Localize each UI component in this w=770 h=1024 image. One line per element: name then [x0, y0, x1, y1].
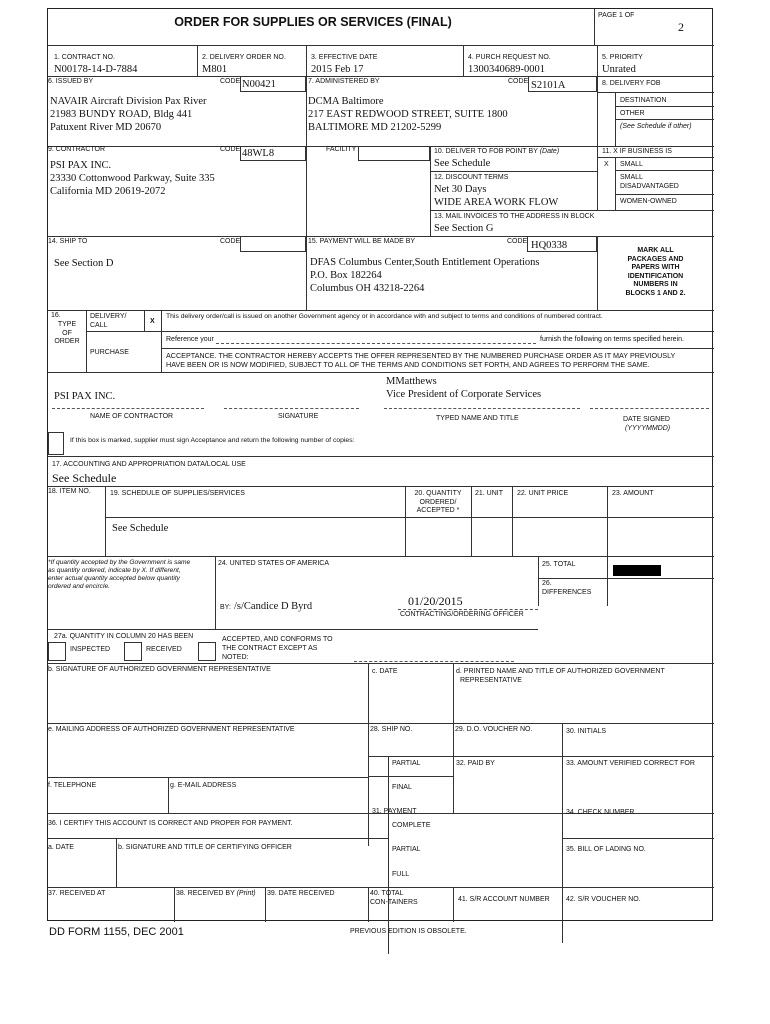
accepted-label-cont: NOTED: [222, 654, 249, 661]
contractor-code: 48WL8 [242, 148, 275, 159]
footnote-line: as quantity ordered, indicate by X. If different, [48, 567, 181, 574]
divider [368, 887, 388, 888]
divider [161, 310, 162, 332]
administered-by-label: 7. ADMINISTERED BY [308, 78, 380, 85]
contract-no-value: N00178-14-D-7884 [54, 64, 138, 75]
inspected-label: INSPECTED [70, 646, 111, 653]
effective-date-label: 3. EFFECTIVE DATE [311, 54, 378, 61]
typed-name-line [384, 408, 580, 409]
divider [48, 777, 368, 778]
small-business-option: SMALL [620, 161, 643, 168]
issued-by-line: 21983 BUNDY ROAD, Bldg 441 [50, 109, 193, 120]
check-number-label: 34. CHECK NUMBER [566, 809, 635, 816]
sr-account-number-label: 41. S/R ACCOUNT NUMBER [458, 896, 550, 903]
divider [48, 45, 714, 46]
quantity-col20-label: 27a. QUANTITY IN COLUMN 20 HAS BEEN [54, 633, 194, 640]
divider [48, 76, 714, 77]
divider [597, 45, 598, 76]
fob-other-option[interactable]: OTHER [620, 110, 645, 117]
divider [615, 157, 616, 210]
noted-line[interactable] [354, 661, 514, 662]
ship-to-code-box [240, 236, 306, 252]
total-containers-label: 40. TOTAL [370, 890, 404, 897]
deliver-to-fob-label-text: 10. DELIVER TO FOB POINT BY [434, 148, 538, 155]
amount-header: 23. AMOUNT [612, 490, 654, 497]
payment-full-option[interactable]: FULL [392, 871, 410, 878]
sr-voucher-no-label: 42. S/R VOUCHER NO. [566, 896, 641, 903]
divider [48, 372, 714, 373]
issued-by-code-label: CODE [220, 78, 241, 85]
payment-by-line: P.O. Box 182264 [310, 270, 382, 281]
fob-other-note: (See Schedule if other) [620, 123, 692, 130]
received-label: RECEIVED [146, 646, 182, 653]
divider [86, 310, 87, 372]
divider [105, 517, 714, 518]
deliver-to-fob-value: See Schedule [434, 158, 491, 169]
small-disadvantaged-option-cont: DISADVANTAGED [620, 183, 679, 190]
divider [48, 310, 714, 311]
ship-partial-option[interactable]: PARTIAL [392, 760, 421, 767]
delivery-order-no-label: 2. DELIVERY ORDER NO. [202, 54, 286, 61]
certify-label: 36. I CERTIFY THIS ACCOUNT IS CORRECT AND PROPER FOR PAYMENT. [48, 820, 293, 827]
divider [48, 236, 714, 237]
mark-all-line: BLOCKS 1 AND 2. [625, 289, 686, 297]
contractor-name-value: PSI PAX INC. [54, 391, 116, 402]
name-of-contractor-label: NAME OF CONTRACTOR [90, 413, 174, 420]
divider [388, 887, 714, 888]
email-label: g. E-MAIL ADDRESS [170, 782, 237, 789]
delivery-call-label-cont: CALL [90, 322, 108, 329]
form-title: ORDER FOR SUPPLIES OR SERVICES (FINAL) [174, 15, 452, 29]
type-of-order-line: ORDER [54, 338, 80, 345]
acceptance-checkbox[interactable] [48, 432, 64, 455]
payment-complete-option[interactable]: COMPLETE [392, 822, 431, 829]
divider [538, 578, 714, 579]
signer-title-value: Vice President of Corporate Services [386, 389, 542, 400]
divider [615, 119, 714, 120]
contracting-officer-signature: /s/Candice D Byrd [234, 601, 313, 612]
purch-request-no-label: 4. PURCH REQUEST NO. [468, 54, 551, 61]
administered-by-line: 217 EAST REDWOOD STREET, SUITE 1800 [308, 109, 508, 120]
previous-edition-note: PREVIOUS EDITION IS OBSOLETE. [350, 928, 467, 935]
date-signed-format: (YYYYMMDD) [625, 425, 671, 432]
divider [161, 331, 162, 372]
ship-final-option[interactable]: FINAL [392, 784, 412, 791]
women-owned-option: WOMEN-OWNED [620, 198, 677, 205]
divider [48, 838, 388, 839]
ship-to-value: See Section D [54, 258, 114, 269]
divider [368, 776, 453, 777]
footnote-line: enter actual quantity accepted below quantity [48, 575, 180, 582]
divider [306, 76, 307, 146]
ship-no-label: 28. SHIP NO. [370, 726, 413, 733]
inspected-checkbox[interactable] [48, 642, 66, 661]
paid-by-label: 32. PAID BY [456, 760, 495, 767]
gov-rep-mailing-label: e. MAILING ADDRESS OF AUTHORIZED GOVERNMENT REPRESENTATIVE [48, 726, 295, 733]
purch-request-no-value: 1300340689-0001 [468, 64, 545, 75]
divider [197, 45, 198, 76]
administered-by-code-label: CODE [508, 78, 529, 85]
deliver-to-fob-label [434, 148, 559, 157]
do-voucher-label: 29. D.O. VOUCHER NO. [455, 726, 533, 733]
business-type-label: 11. X IF BUSINESS IS [602, 148, 672, 155]
fob-destination-option[interactable]: DESTINATION [620, 97, 667, 104]
date-signed-line[interactable] [590, 408, 709, 409]
divider [388, 756, 389, 954]
priority-value: Unrated [602, 64, 636, 75]
divider [615, 170, 714, 171]
received-by-label [176, 890, 256, 899]
schedule-header: 19. SCHEDULE OF SUPPLIES/SERVICES [110, 490, 245, 497]
page-total: 2 [678, 20, 684, 34]
divider [538, 556, 539, 606]
signature-label: SIGNATURE [278, 413, 319, 420]
amount-verified-label: 33. AMOUNT VERIFIED CORRECT FOR [566, 760, 695, 767]
administered-by-line: DCMA Baltimore [308, 96, 384, 107]
received-checkbox[interactable] [124, 642, 142, 661]
order-form [47, 8, 713, 921]
mark-all-line: PACKAGES AND [627, 255, 684, 263]
total-label: 25. TOTAL [542, 561, 576, 568]
signature-line[interactable] [224, 408, 359, 409]
divider [306, 45, 307, 76]
divider [512, 486, 513, 556]
contracting-officer-label: CONTRACTING/ORDERING OFFICER [400, 611, 524, 618]
mail-invoices-value: See Section G [434, 223, 494, 234]
issued-by-line: NAVAIR Aircraft Division Pax River [50, 96, 207, 107]
contractor-line: California MD 20619-2072 [50, 186, 166, 197]
effective-date-value: 2015 Feb 17 [311, 64, 364, 75]
small-business-check-mark[interactable]: X [604, 161, 609, 168]
unit-price-header: 22. UNIT PRICE [517, 490, 569, 497]
received-by-label-text: 38. RECEIVED BY [176, 890, 235, 897]
divider [174, 887, 175, 922]
divider [105, 486, 106, 556]
divider [48, 456, 714, 457]
quantity-header-line: 20. QUANTITY [414, 490, 462, 497]
by-label: BY: [220, 604, 231, 611]
type-of-order-line: OF [62, 329, 72, 337]
reference-your-label: Reference your [166, 336, 214, 343]
divider [368, 663, 369, 846]
administered-by-code: S2101A [531, 80, 566, 91]
mark-all-line: MARK ALL [637, 247, 674, 254]
ship-to-code-label: CODE [220, 238, 241, 245]
divider [430, 146, 431, 236]
divider [615, 194, 714, 195]
divider [594, 9, 595, 45]
payment-by-line: DFAS Columbus Center,South Entitlement Operations [310, 257, 540, 268]
divider [615, 106, 714, 107]
divider [597, 76, 598, 146]
type-of-order-line: TYPE [57, 321, 77, 328]
schedule-row-value: See Schedule [112, 523, 169, 534]
issued-by-line: Patuxent River MD 20670 [50, 122, 162, 133]
type-of-order-number: 16. [51, 312, 61, 319]
divider [48, 887, 388, 888]
differences-label: 26. [542, 580, 552, 587]
contractor-label: 9. CONTRACTOR [48, 146, 106, 153]
usa-label: 24. UNITED STATES OF AMERICA [218, 560, 329, 567]
certify-date-label: a. DATE [48, 844, 74, 851]
form-id: DD FORM 1155, DEC 2001 [49, 926, 184, 938]
divider [471, 486, 472, 556]
divider [607, 556, 608, 606]
quantity-header-line: ACCEPTED * [416, 507, 460, 514]
gov-rep-signature-label: b. SIGNATURE OF AUTHORIZED GOVERNMENT REPRESENTATIVE [48, 666, 271, 673]
footnote-line: ordered and encircle. [48, 583, 110, 590]
divider [430, 210, 714, 211]
administered-by-line: BALTIMORE MD 21202-5299 [308, 122, 442, 133]
payment-by-code: HQ0338 [531, 240, 568, 251]
contract-no-label: 1. CONTRACT NO. [54, 54, 115, 61]
priority-label: 5. PRIORITY [602, 54, 643, 61]
officer-line [398, 609, 538, 610]
divider [48, 629, 538, 630]
accounting-data-label: 17. ACCOUNTING AND APPROPRIATION DATA/LOCAL USE [52, 461, 246, 468]
accounting-data-value: See Schedule [52, 471, 117, 485]
divider [168, 777, 169, 813]
facility-box [358, 146, 430, 161]
ship-to-label: 14. SHIP TO [48, 238, 88, 245]
gov-rep-printed-name-label: d. PRINTED NAME AND TITLE OF AUTHORIZED GOVERNMENT [456, 668, 665, 675]
facility-label: FACILITY [326, 146, 357, 153]
issued-by-label: 6. ISSUED BY [48, 78, 94, 85]
accepted-label-cont: THE CONTRACT EXCEPT AS [222, 645, 318, 652]
mark-all-line: PAPERS WITH [631, 264, 680, 271]
mark-all-line: NUMBERS IN [633, 281, 678, 288]
divider [430, 171, 597, 172]
contractor-name-line [52, 408, 204, 409]
payment-partial-option[interactable]: PARTIAL [392, 846, 421, 853]
footnote-line: *If quantity accepted by the Government is same [48, 559, 191, 566]
furnish-text: furnish the following on terms specified herein. [540, 336, 684, 343]
type-of-order-label [48, 321, 86, 347]
date-received-label: 39. DATE RECEIVED [267, 890, 335, 897]
delivery-fob-label: 8. DELIVERY FOB [602, 80, 661, 87]
divider [265, 887, 266, 922]
payment-by-label: 15. PAYMENT WILL BE MADE BY [308, 238, 416, 245]
divider [453, 723, 454, 813]
acceptance-checkbox-text: If this box is marked, supplier must sign Acceptance and return the following number of copies: [70, 437, 355, 444]
certifying-officer-label: b. SIGNATURE AND TITLE OF CERTIFYING OFFICER [118, 844, 292, 851]
received-by-print-hint: (Print) [236, 890, 256, 897]
divider [453, 663, 454, 723]
acceptance-text: ACCEPTANCE. THE CONTRACTOR HEREBY ACCEPTS THE OFFER REPRESENTED BY THE NUMBERED PURCHASE ORDER AS IT MAY PREVIOUSLY [166, 351, 676, 360]
discount-terms-label: 12. DISCOUNT TERMS [434, 174, 509, 181]
quantity-footnote [48, 559, 190, 591]
divider [368, 756, 714, 757]
mark-all-line: IDENTIFICATION [627, 272, 684, 280]
payment-by-code-label: CODE [507, 238, 528, 245]
contractor-code-label: CODE [220, 146, 241, 153]
delivery-order-no-value: M801 [202, 64, 228, 75]
discount-terms-line: Net 30 Days [434, 184, 487, 195]
divider [463, 45, 464, 76]
unit-header: 21. UNIT [475, 490, 504, 497]
quantity-header [405, 490, 471, 516]
divider [48, 486, 714, 487]
page-label: PAGE 1 OF [598, 12, 635, 19]
accepted-checkbox[interactable] [198, 642, 216, 661]
purchase-label: PURCHASE [90, 349, 129, 356]
divider [86, 331, 714, 332]
divider [144, 310, 145, 332]
deliver-to-fob-date-hint: (Date) [539, 148, 560, 155]
received-at-label: 37. RECEIVED AT [48, 890, 106, 897]
divider [116, 838, 117, 887]
issued-by-code: N00421 [242, 79, 276, 90]
accepted-label: ACCEPTED, AND CONFORMS TO [222, 636, 333, 643]
gov-rep-date-label: c. DATE [372, 668, 398, 675]
item-no-header: 18. ITEM NO. [48, 488, 91, 495]
divider [48, 723, 714, 724]
divider [306, 146, 307, 236]
mail-invoices-label: 13. MAIL INVOICES TO THE ADDRESS IN BLOCK [434, 213, 595, 220]
divider [306, 236, 307, 310]
divider [48, 663, 714, 664]
divider [597, 146, 598, 210]
divider [215, 556, 216, 629]
delivery-call-text: This delivery order/call is issued on another Government agency or in accordance with and subject to terms and conditions of numbered contract. [166, 313, 603, 320]
divider [161, 348, 714, 349]
discount-terms-line: WIDE AREA WORK FLOW [434, 197, 559, 208]
total-containers-label-cont: CON-TAINERS [370, 899, 418, 906]
gov-rep-printed-name-label-cont: REPRESENTATIVE [460, 677, 522, 684]
small-disadvantaged-option: SMALL [620, 174, 643, 181]
bill-of-lading-label: 35. BILL OF LADING NO. [566, 846, 646, 853]
divider [368, 887, 369, 922]
total-redacted-value [613, 565, 661, 576]
delivery-call-check-mark[interactable]: X [150, 318, 155, 325]
mark-all-instructions [597, 247, 714, 298]
date-signed-label: DATE SIGNED [623, 416, 670, 423]
initials-label: 30. INITIALS [566, 728, 607, 735]
contractor-line: PSI PAX INC. [50, 160, 112, 171]
quantity-header-line: ORDERED/ [419, 498, 457, 506]
divider [562, 838, 714, 839]
reference-line[interactable] [216, 343, 536, 344]
telephone-label: f. TELEPHONE [48, 782, 97, 789]
signer-name-value: MMatthews [386, 376, 437, 387]
contractor-line: 23330 Cottonwood Parkway, Suite 335 [50, 173, 215, 184]
delivery-call-label: DELIVERY/ [90, 313, 127, 320]
payment-by-line: Columbus OH 43218-2264 [310, 283, 425, 294]
divider [607, 486, 608, 556]
divider [48, 556, 714, 557]
differences-label-cont: DIFFERENCES [542, 589, 592, 596]
acceptance-text-cont: HAVE BEEN OR IS NOW MODIFIED, SUBJECT TO ALL OF THE TERMS AND CONDITIONS SET FORTH, AND AGREES TO PERFORM THE SAME. [166, 360, 650, 369]
payment-label: 31. PAYMENT [372, 808, 417, 815]
divider [453, 887, 454, 922]
typed-name-title-label: TYPED NAME AND TITLE [436, 415, 519, 422]
contracting-officer-date: 01/20/2015 [408, 594, 463, 608]
